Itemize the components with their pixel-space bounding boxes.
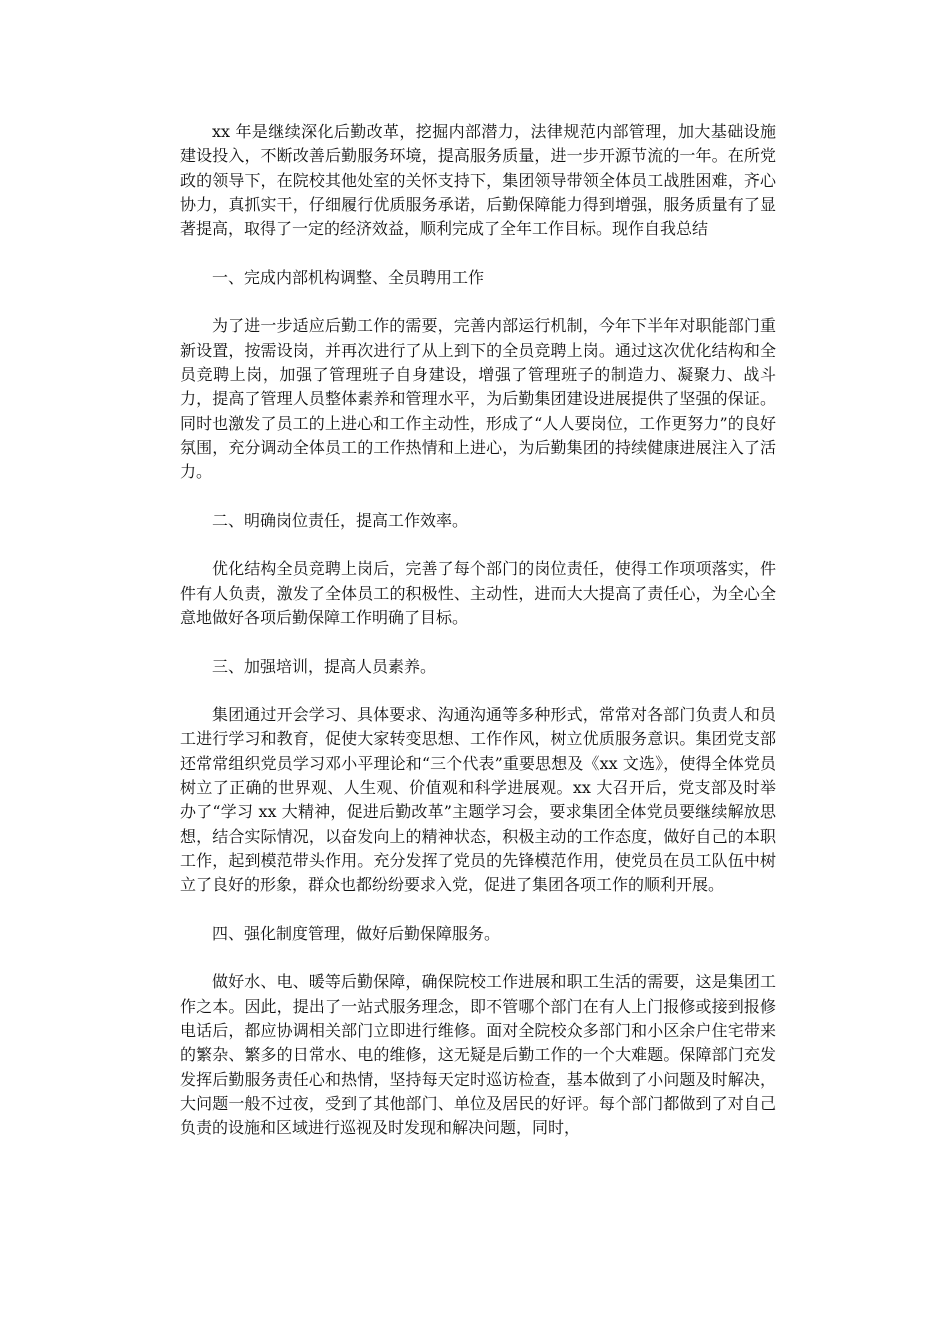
intro-paragraph: xx 年是继续深化后勤改革，挖掘内部潜力，法律规范内部管理，加大基础设施建设投入，不断改善后勤服务环境，提高服务质量，进一步开源节流的一年。在所党政的领导下，在院校其他处室的关怀支持下，集团领导带领全体员工战胜困难，齐心协力，真抓实干，仔细履行优质服务承诺，后勤保障能力得到增强，服务质量有了显著提高，取得了一定的经济效益，顺利完成了全年工作目标。现作自我总结 xyxy=(180,122,776,239)
section-heading-4: 四、强化制度管理，做好后勤保障服务。 xyxy=(212,923,501,943)
section-body-1: 为了进一步适应后勤工作的需要，完善内部运行机制，今年下半年对职能部门重新设置，按需设岗，并再次进行了从上到下的全员竞聘上岗。通过这次优化结构和全员竞聘上岗，加强了管理班子自身建设，增强了管理班子的制造力、凝聚力、战斗力，提高了管理人员整体素养和管理水平，为后勤集团建设进展提供了坚强的保证。同时也激发了员工的上进心和工作主动性，形成了“人人要岗位，工作更努力”的良好氛围，充分调动全体员工的工作热情和上进心，为后勤集团的持续健康进展注入了活力。 xyxy=(180,316,776,482)
section-body-4: 做好水、电、暖等后勤保障，确保院校工作进展和职工生活的需要，这是集团工作之本。因此，提出了一站式服务理念，即不管哪个部门在有人上门报修或接到报修电话后，都应协调相关部门立即进行维修。面对全院校众多部门和小区余户住宅带来的繁杂、繁多的日常水、电的维修，这无疑是后勤工作的一个大难题。保障部门充发发挥后勤服务责任心和热情，坚持每天定时巡访检查，基本做到了小问题及时解决，大问题一般不过夜，受到了其他部门、单位及居民的好评。每个部门都做到了对自己负责的设施和区域进行巡视及时发现和解决问题，同时， xyxy=(180,972,776,1138)
section-body-3: 集团通过开会学习、具体要求、沟通沟通等多种形式，常常对各部门负责人和员工进行学习和教育，促使大家转变思想、工作作风，树立优质服务意识。集团党支部还常常组织党员学习邓小平理论和“三个代表”重要思想及《xx 文选》，使得全体党员树立了正确的世界观、人生观、价值观和科学进展观。xx 大召开后，党支部及时举办了“学习 xx 大精神，促进后勤改革”主题学习会，要求集团全体党员要继续解放思想，结合实际情况，以奋发向上的精神状态，积极主动的工作态度，做好自己的本职工作，起到模范带头作用。充分发挥了党员的先锋模范作用，使党员在员工队伍中树立了良好的形象，群众也都纷纷要求入党，促进了集团各项工作的顺利开展。 xyxy=(180,705,776,895)
document-body xyxy=(180,120,776,1165)
section-heading-3: 三、加强培训，提高人员素养。 xyxy=(212,656,437,676)
section-body-2: 优化结构全员竞聘上岗后，完善了每个部门的岗位责任，使得工作项项落实，件件有人负责，激发了全体员工的积极性、主动性，进而大大提高了责任心，为全心全意地做好各项后勤保障工作明确了目标。 xyxy=(180,559,776,627)
section-heading-1: 一、完成内部机构调整、全员聘用工作 xyxy=(212,267,485,287)
section-heading-2: 二、明确岗位责任，提高工作效率。 xyxy=(212,510,469,530)
